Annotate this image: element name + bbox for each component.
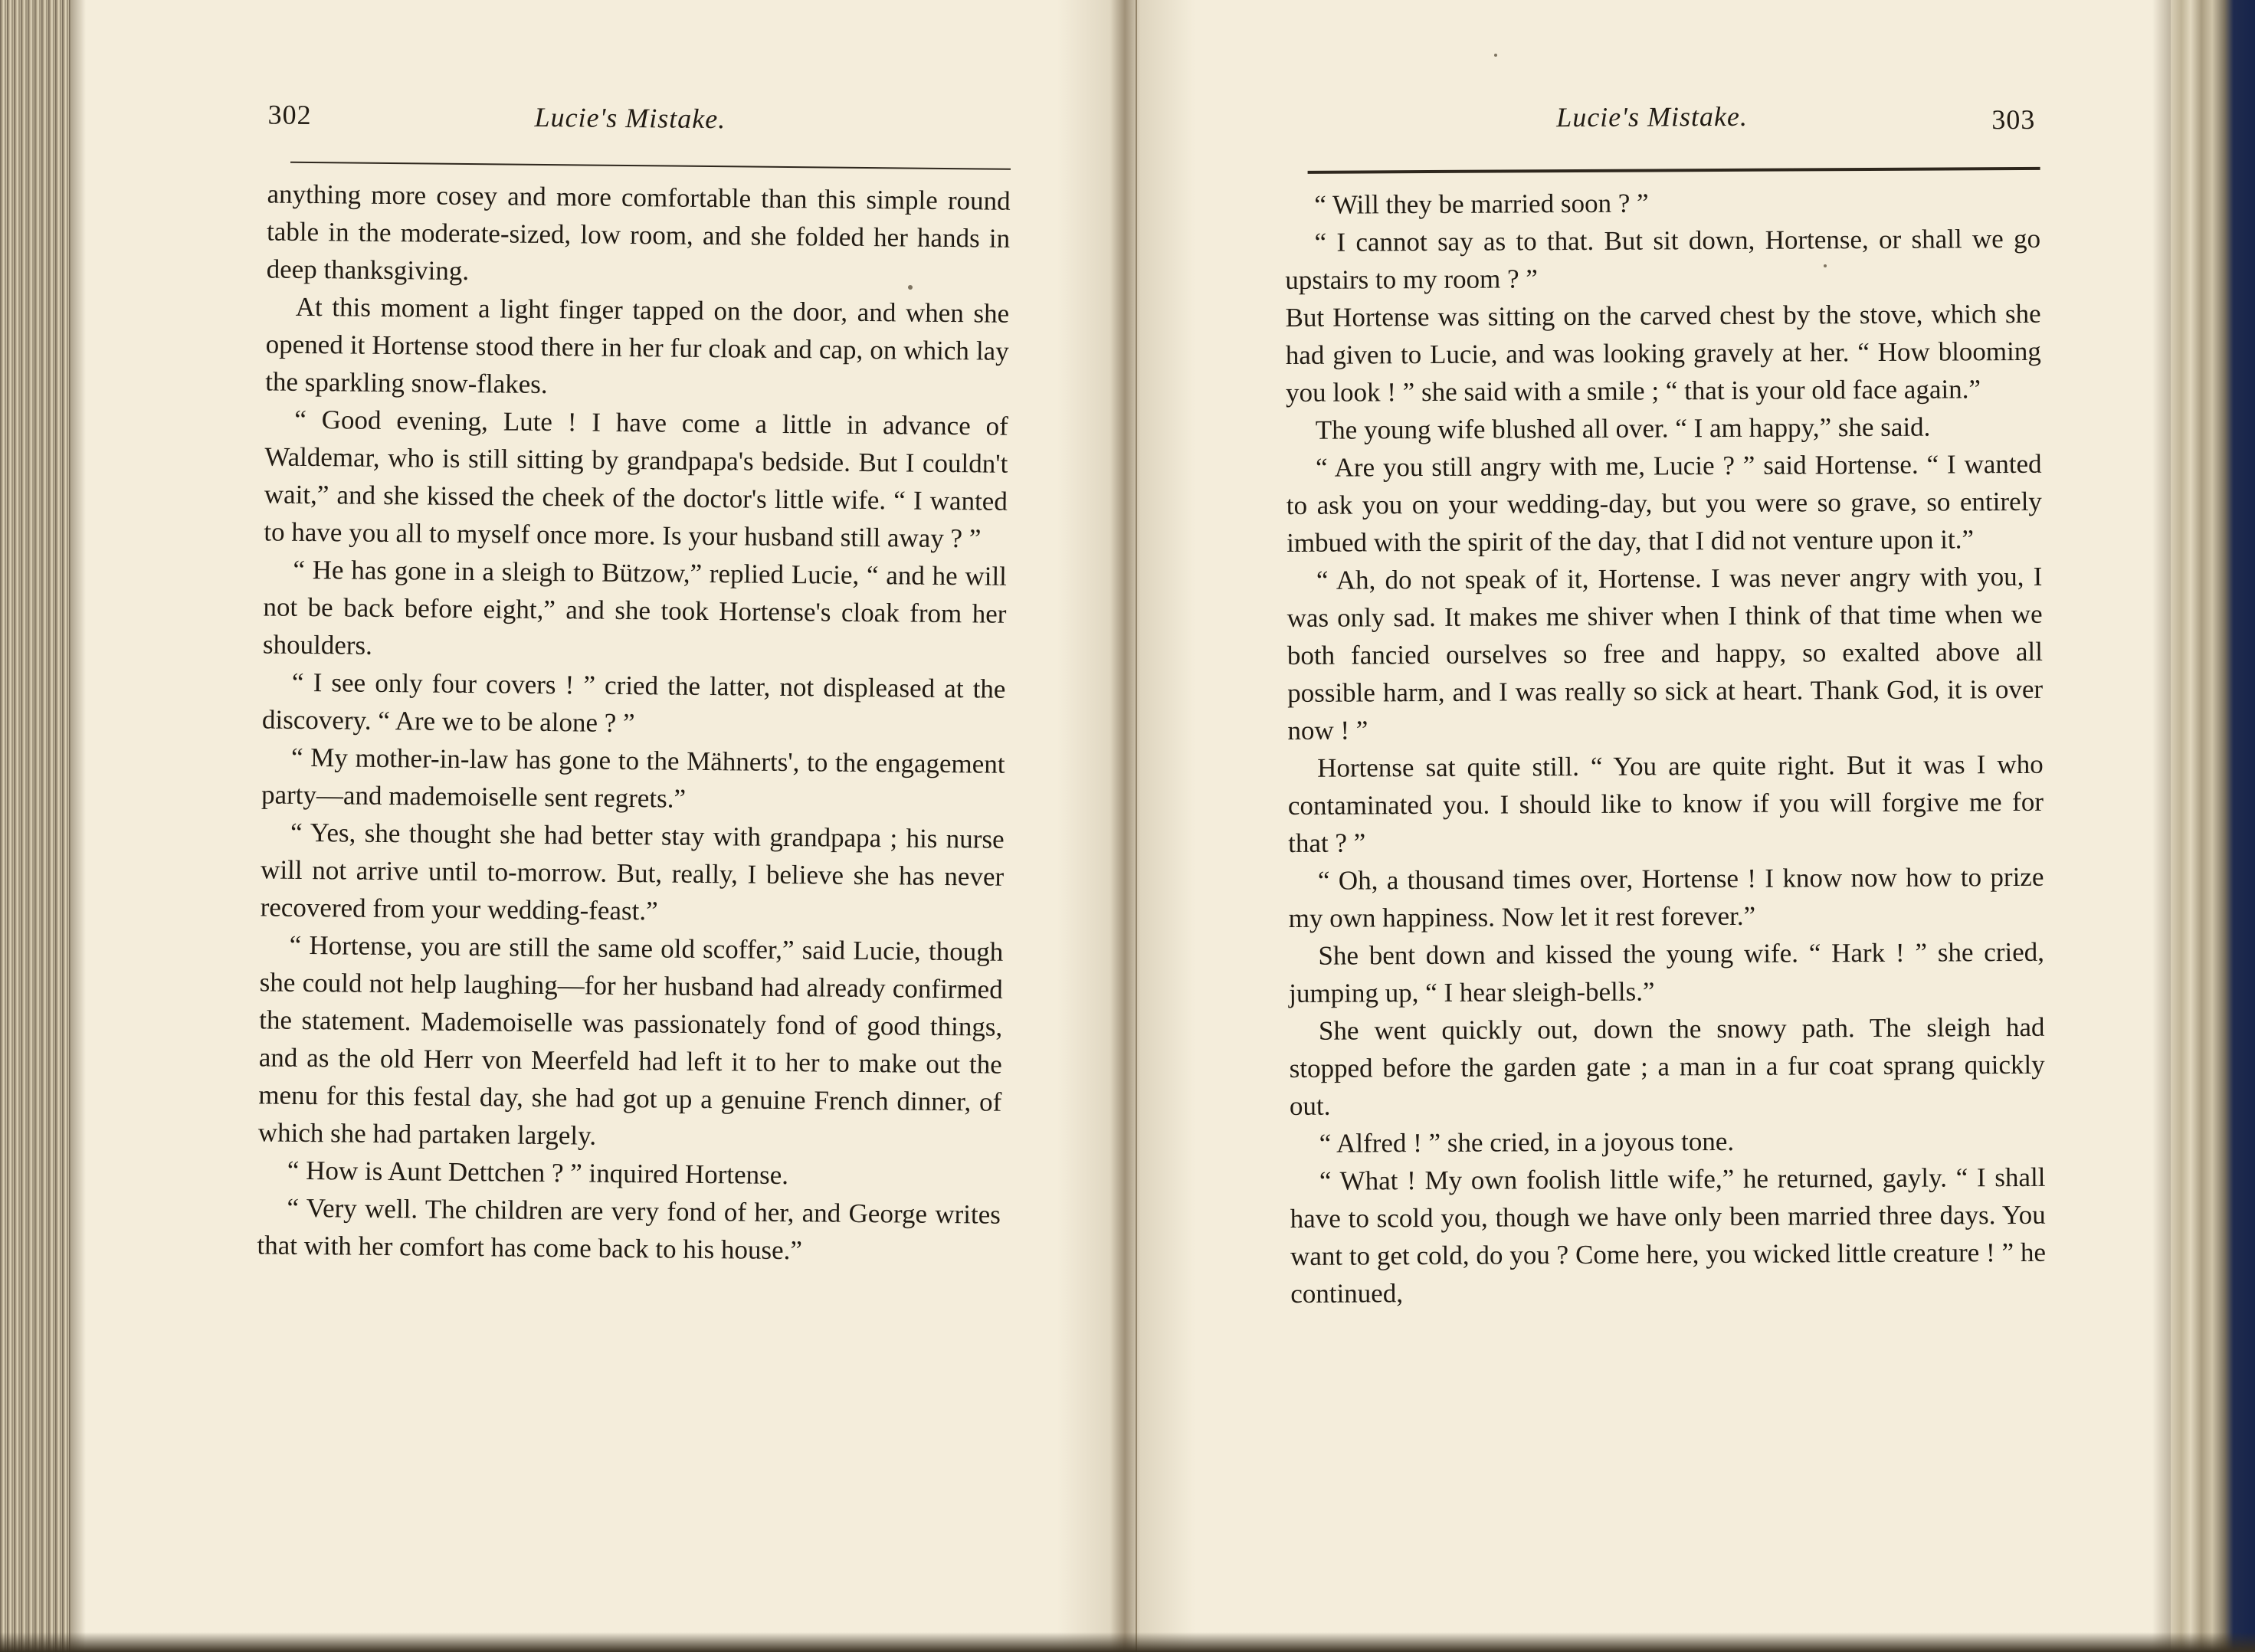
paragraph: “ Ah, do not speak of it, Hortense. I was never angry with you, I was only sad. It makes me shiver when I think of that time when we both fancied ourselves so free and happy, so exalted above all possible harm, and I was really so sick at heart. Thank God, it is over now ! ” bbox=[1286, 561, 2044, 746]
right-page-number: 303 bbox=[1991, 103, 2036, 136]
paragraph: “ I see only four covers ! ” cried the latter, not displeased at the discovery. “ Are we to be alone ? ” bbox=[261, 667, 1006, 739]
paragraph: “ Very well. The children are very fond of her, and George writes that with her comfort has come back to his house.” bbox=[257, 1192, 1001, 1266]
paragraph: “ What ! My own foolish little wife,” he returned, gayly. “ I shall have to scold you, though we have only been married three days. You want to get cold, do you ? Come here, you wicked little creature ! ” he continued, bbox=[1290, 1162, 2047, 1309]
right-page bbox=[1284, 80, 2046, 1313]
right-running-title: Lucie's Mistake. bbox=[1556, 100, 1748, 133]
paragraph: anything more cosey and more comfortable than this simple round table in the moderate-sized, low room, and she folded her hands in deep thanksgiving. bbox=[266, 179, 1011, 287]
right-running-head bbox=[1284, 80, 2040, 138]
bottom-shadow bbox=[0, 1632, 2255, 1652]
paragraph: “ Are you still angry with me, Lucie ? ” said Hortense. “ I wanted to ask you on your wedding-day, but you were so grave, so entirely imbued with the spirit of the day, that I did not venture upon it.” bbox=[1286, 448, 2042, 558]
paragraph: “ Yes, she thought she had better stay with grandpapa ; his nurse will not arrive until to-morrow. But, really, I believe she has never recovered from your wedding-feast.” bbox=[260, 817, 1005, 926]
paragraph: The young wife blushed all over. “ I am happy,” she said. bbox=[1315, 411, 1931, 445]
paragraph: “ He has gone in a sleigh to Bützow,” replied Lucie, “ and he will not be back before eight,” and she took Hortense's cloak from her shoulders. bbox=[262, 554, 1008, 660]
paragraph: “ Oh, a thousand times over, Hortense ! I know now how to prize my own happiness. Now let it rest forever.” bbox=[1288, 861, 2044, 933]
left-running-title: Lucie's Mistake. bbox=[534, 101, 726, 135]
left-page bbox=[218, 84, 1027, 1271]
paragraph: “ I cannot say as to that. But sit down, Hortense, or shall we go upstairs to my room ? ” bbox=[1285, 223, 2041, 295]
paragraph: Hortense sat quite still. “ You are quite right. But it was I who contaminated you. I should like to know if you will forgive me for that ? ” bbox=[1287, 749, 2044, 858]
right-cover-edge bbox=[2171, 0, 2255, 1652]
left-page-number: 302 bbox=[267, 99, 312, 131]
gutter-fold bbox=[1136, 0, 1137, 1652]
paragraph: But Hortense was sitting on the carved chest by the stove, which she had given to Lucie, and was looking gravely at her. “ How blooming you look ! ” she said with a smile ; “ that is your old face again.” bbox=[1285, 298, 2041, 408]
paragraph: “ Alfred ! ” she cried, in a joyous tone. bbox=[1319, 1126, 1735, 1159]
paragraph: “ How is Aunt Dettchen ? ” inquired Hortense. bbox=[287, 1155, 789, 1191]
left-body-text bbox=[218, 175, 1026, 1271]
gutter-shadow bbox=[1057, 0, 1195, 1652]
left-running-head bbox=[229, 84, 1027, 146]
paragraph: At this moment a light finger tapped on the door, and when she opened it Hortense stood there in her fur cloak and cap, on which lay the sparkling snow-flakes. bbox=[265, 291, 1010, 399]
left-page-edges bbox=[0, 0, 70, 1652]
left-header-rule bbox=[290, 162, 1011, 170]
right-body-text bbox=[1285, 182, 2047, 1313]
paragraph: “ Good evening, Lute ! I have come a little in advance of Waldemar, who is still sitting by grandpapa's bedside. But I couldn't wait,” and she kissed the cheek of the doctor's little wife. “ I wanted to have you all to myself once more. Is your husband still away ? ” bbox=[264, 404, 1008, 554]
paragraph: She bent down and kissed the young wife. “ Hark ! ” she cried, jumping up, “ I hear sleigh-bells.” bbox=[1289, 936, 2045, 1008]
paragraph: “ My mother-in-law has gone to the Mähnerts', to the engagement party—and mademoiselle sent regrets.” bbox=[261, 742, 1005, 814]
paragraph: “ Will they be married soon ? ” bbox=[1314, 188, 1649, 220]
paragraph: She went quickly out, down the snowy path. The sleigh had stopped before the garden gate ; a man in a fur coat sprang quickly out. bbox=[1289, 1011, 2045, 1121]
paragraph: “ Hortense, you are still the same old scoffer,” said Lucie, though she could not help laughing—for her husband had already confirmed the statement. Mademoiselle was passionately fond of good things, and as the old Herr von Meerfeld had left it to her to make out the menu for this festal day, she had got up a genuine French dinner, of which she had partaken largely. bbox=[257, 929, 1004, 1151]
right-header-rule bbox=[1308, 167, 2040, 174]
ink-speck bbox=[1494, 54, 1497, 57]
